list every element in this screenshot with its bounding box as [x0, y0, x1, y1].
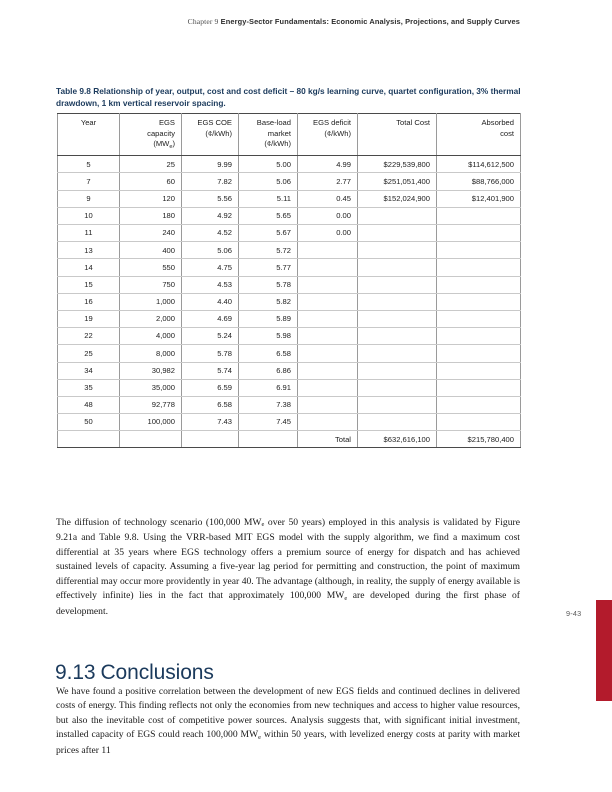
cell-egs-deficit: [298, 379, 358, 396]
cell-egs-deficit: [298, 328, 358, 345]
header-line-3: (¢/kWh): [264, 139, 291, 149]
table-row: [58, 293, 521, 310]
cell-empty: [58, 431, 120, 448]
subscript-e: e: [258, 734, 261, 742]
cell-egs-deficit: [298, 414, 358, 431]
cell-egs-coe: 5.78: [182, 345, 239, 362]
cell-absorbed-cost: [437, 276, 521, 293]
header-line-1: Absorbed: [481, 118, 514, 127]
cell-baseload: 5.65: [239, 207, 298, 224]
cell-egs-capacity: 8,000: [120, 345, 182, 362]
table-row: [58, 259, 521, 276]
table-row: [58, 328, 521, 345]
cell-egs-coe: 6.58: [182, 396, 239, 413]
table-row: [58, 362, 521, 379]
cell-total-cost: [358, 242, 437, 259]
cell-year: 10: [58, 207, 120, 224]
cell-egs-deficit: [298, 276, 358, 293]
cell-egs-capacity: 100,000: [120, 414, 182, 431]
cell-absorbed-cost: $114,612,500: [437, 156, 521, 173]
cell-egs-deficit: [298, 259, 358, 276]
cell-total-cost: [358, 276, 437, 293]
header-line-2: (¢/kWh): [205, 128, 232, 138]
cell-egs-coe: 4.52: [182, 225, 239, 242]
table-row: [58, 225, 521, 242]
cell-baseload: 5.00: [239, 156, 298, 173]
cell-absorbed-cost: $88,766,000: [437, 173, 521, 190]
cell-egs-coe: 4.75: [182, 259, 239, 276]
cell-year: 16: [58, 293, 120, 310]
cell-baseload: 5.06: [239, 173, 298, 190]
cell-absorbed-cost: [437, 310, 521, 327]
cell-egs-capacity: 750: [120, 276, 182, 293]
table-row: [58, 207, 521, 224]
cell-egs-coe: 7.43: [182, 414, 239, 431]
cell-baseload: 6.58: [239, 345, 298, 362]
paragraph-text-part-2: over 50 years) employed in this analysis is validated by Figure 9.21a and Table 9.8. Using the VRR-based MIT EGS model with the supply algorithm, we find a maximum cost differential at 35 years where EGS technology offers a premium source of energy for dispatch and has achieved sustained levels of capacity. Assuming a five-year lag period for permitting and construction, the point of maximum differential may occur more providently in year 40. The advantage (although, in reality, the supply of energy available is effectively infinite) lies in the fact that approximately 100,000 MW: [56, 516, 520, 602]
cell-egs-deficit: [298, 345, 358, 362]
cell-egs-coe: 9.99: [182, 156, 239, 173]
cell-absorbed-cost: [437, 396, 521, 413]
page-number: 9-43: [566, 609, 582, 618]
running-head: [56, 17, 520, 26]
paragraph-text-part-2: within 50 years, with levelized energy costs at parity with market prices after 11: [56, 729, 520, 756]
cell-egs-capacity: 1,000: [120, 293, 182, 310]
cell-egs-deficit: [298, 242, 358, 259]
cell-egs-capacity: 180: [120, 207, 182, 224]
cell-baseload: 7.38: [239, 396, 298, 413]
subscript-e: e: [344, 595, 348, 603]
cell-total-cost: [358, 414, 437, 431]
paragraph-text-part-3: are developed during the first phase of development.: [56, 590, 520, 617]
table-body: [58, 156, 521, 448]
header-line-1: Base-load: [256, 118, 291, 127]
table-row: [58, 173, 521, 190]
section-heading: [55, 661, 455, 685]
table-row: [58, 396, 521, 413]
table-total-row: [58, 431, 521, 448]
cell-year: 5: [58, 156, 120, 173]
header-line-1: EGS: [158, 118, 175, 127]
paragraph-text-part-1: The diffusion of technology scenario (100,000 MW: [56, 516, 262, 528]
cell-baseload: 6.86: [239, 362, 298, 379]
data-table: [57, 113, 521, 448]
cell-egs-capacity: 30,982: [120, 362, 182, 379]
cell-egs-deficit: 2.77: [298, 173, 358, 190]
table-row: [58, 242, 521, 259]
table-row: [58, 276, 521, 293]
cell-egs-coe: 5.74: [182, 362, 239, 379]
cell-absorbed-cost: [437, 207, 521, 224]
cell-total-cost: $229,539,800: [358, 156, 437, 173]
cell-total-cost-sum: $632,616,100: [358, 431, 437, 448]
header-line-3-prefix: (MW: [153, 139, 170, 149]
cell-absorbed-cost: [437, 362, 521, 379]
cell-egs-capacity: 60: [120, 173, 182, 190]
cell-egs-capacity: 550: [120, 259, 182, 276]
table-header-row: [58, 114, 521, 156]
cell-baseload: 5.89: [239, 310, 298, 327]
subscript-e: e: [261, 521, 265, 529]
cell-empty: [120, 431, 182, 448]
cell-total-cost: $152,024,900: [358, 190, 437, 207]
column-header-egs-coe: [182, 114, 239, 156]
header-line-1: EGS deficit: [313, 118, 351, 127]
cell-total-cost: [358, 362, 437, 379]
cell-total-cost: [358, 328, 437, 345]
header-line-2: (¢/kWh): [324, 128, 351, 138]
paragraph-text-part-1: We have found a positive correlation between the development of new EGS fields and continued declines in delivered costs of energy. This finding reflects not only the economies from new techniques and access to higher value resources, but also the inevitable cost of competitive power sources. Analysis suggests that, with significant initial investment, installed capacity of EGS could reach 100,000 MW: [56, 685, 520, 741]
paragraph-diffusion: [56, 516, 520, 620]
table-row: [58, 310, 521, 327]
cell-total-cost: [358, 379, 437, 396]
column-header-baseload-market: [239, 114, 298, 156]
cell-year: 14: [58, 259, 120, 276]
cell-egs-deficit: 0.00: [298, 207, 358, 224]
section-title: Conclusions: [100, 661, 214, 685]
cell-year: 34: [58, 362, 120, 379]
header-line-2: capacity: [147, 128, 175, 138]
table-row: [58, 190, 521, 207]
cell-total-cost: [358, 396, 437, 413]
header-line-3-suffix: ): [172, 139, 175, 149]
table-container: [57, 113, 520, 448]
cell-baseload: 5.82: [239, 293, 298, 310]
cell-year: 50: [58, 414, 120, 431]
column-header-egs-deficit: [298, 114, 358, 156]
cell-year: 15: [58, 276, 120, 293]
cell-egs-deficit: 0.00: [298, 225, 358, 242]
cell-absorbed-cost: [437, 345, 521, 362]
cell-year: 11: [58, 225, 120, 242]
cell-egs-capacity: 25: [120, 156, 182, 173]
table-row: [58, 379, 521, 396]
paragraph-conclusions: [56, 685, 520, 759]
running-head-title: Energy-Sector Fundamentals: Economic Analysis, Projections, and Supply Curves: [220, 17, 520, 26]
cell-egs-coe: 4.69: [182, 310, 239, 327]
table-header: [58, 114, 521, 156]
cell-total-label: Total: [298, 431, 358, 448]
cell-year: 35: [58, 379, 120, 396]
cell-baseload: 7.45: [239, 414, 298, 431]
cell-total-cost: [358, 259, 437, 276]
running-head-chapter: Chapter 9: [187, 17, 219, 26]
table-row: [58, 156, 521, 173]
cell-egs-capacity: 92,778: [120, 396, 182, 413]
cell-baseload: 5.72: [239, 242, 298, 259]
cell-baseload: 5.78: [239, 276, 298, 293]
table-row: [58, 345, 521, 362]
cell-empty: [182, 431, 239, 448]
header-line-2: cost: [500, 128, 514, 138]
cell-baseload: 5.98: [239, 328, 298, 345]
cell-egs-capacity: 35,000: [120, 379, 182, 396]
cell-baseload: 5.67: [239, 225, 298, 242]
cell-absorbed-cost: [437, 293, 521, 310]
cell-egs-coe: 5.24: [182, 328, 239, 345]
cell-year: 25: [58, 345, 120, 362]
cell-egs-capacity: 400: [120, 242, 182, 259]
cell-egs-coe: 4.53: [182, 276, 239, 293]
cell-baseload: 6.91: [239, 379, 298, 396]
header-line-2: market: [267, 128, 291, 138]
cell-year: 13: [58, 242, 120, 259]
table-row: [58, 414, 521, 431]
header-subscript-e: e: [169, 143, 173, 150]
cell-year: 48: [58, 396, 120, 413]
cell-egs-deficit: 0.45: [298, 190, 358, 207]
cell-egs-capacity: 2,000: [120, 310, 182, 327]
cell-baseload: 5.11: [239, 190, 298, 207]
cell-egs-coe: 4.92: [182, 207, 239, 224]
header-line-1: EGS COE: [197, 118, 232, 127]
cell-egs-capacity: 120: [120, 190, 182, 207]
cell-absorbed-cost: [437, 328, 521, 345]
column-header-year: Year: [58, 114, 120, 156]
cell-egs-deficit: 4.99: [298, 156, 358, 173]
cell-egs-coe: 5.56: [182, 190, 239, 207]
cell-egs-deficit: [298, 362, 358, 379]
cell-absorbed-cost: $12,401,900: [437, 190, 521, 207]
cell-total-cost: $251,051,400: [358, 173, 437, 190]
cell-total-cost: [358, 207, 437, 224]
table-caption: Table 9.8 Relationship of year, output, cost and cost deficit – 80 kg/s learning curve, quartet configuration, 3% thermal drawdown, 1 km vertical reservoir spacing.: [56, 86, 521, 109]
cell-egs-capacity: 4,000: [120, 328, 182, 345]
cell-total-cost: [358, 293, 437, 310]
column-header-total-cost: Total Cost: [358, 114, 437, 156]
cell-total-cost: [358, 345, 437, 362]
cell-empty: [239, 431, 298, 448]
cell-year: 22: [58, 328, 120, 345]
cell-egs-coe: 5.06: [182, 242, 239, 259]
cell-egs-deficit: [298, 293, 358, 310]
cell-baseload: 5.77: [239, 259, 298, 276]
cell-egs-capacity: 240: [120, 225, 182, 242]
cell-absorbed-cost: [437, 259, 521, 276]
cell-egs-coe: 4.40: [182, 293, 239, 310]
column-header-egs-capacity: [120, 114, 182, 156]
cell-year: 19: [58, 310, 120, 327]
column-header-absorbed-cost: [437, 114, 521, 156]
cell-absorbed-cost: [437, 242, 521, 259]
section-number: 9.13: [55, 661, 96, 685]
cell-absorbed-cost: [437, 225, 521, 242]
cell-egs-deficit: [298, 396, 358, 413]
edge-tab-marker: [596, 600, 612, 701]
cell-absorbed-cost-sum: $215,780,400: [437, 431, 521, 448]
cell-year: 9: [58, 190, 120, 207]
cell-egs-coe: 7.82: [182, 173, 239, 190]
cell-absorbed-cost: [437, 379, 521, 396]
cell-total-cost: [358, 225, 437, 242]
cell-egs-coe: 6.59: [182, 379, 239, 396]
cell-year: 7: [58, 173, 120, 190]
cell-total-cost: [358, 310, 437, 327]
cell-egs-deficit: [298, 310, 358, 327]
cell-absorbed-cost: [437, 414, 521, 431]
